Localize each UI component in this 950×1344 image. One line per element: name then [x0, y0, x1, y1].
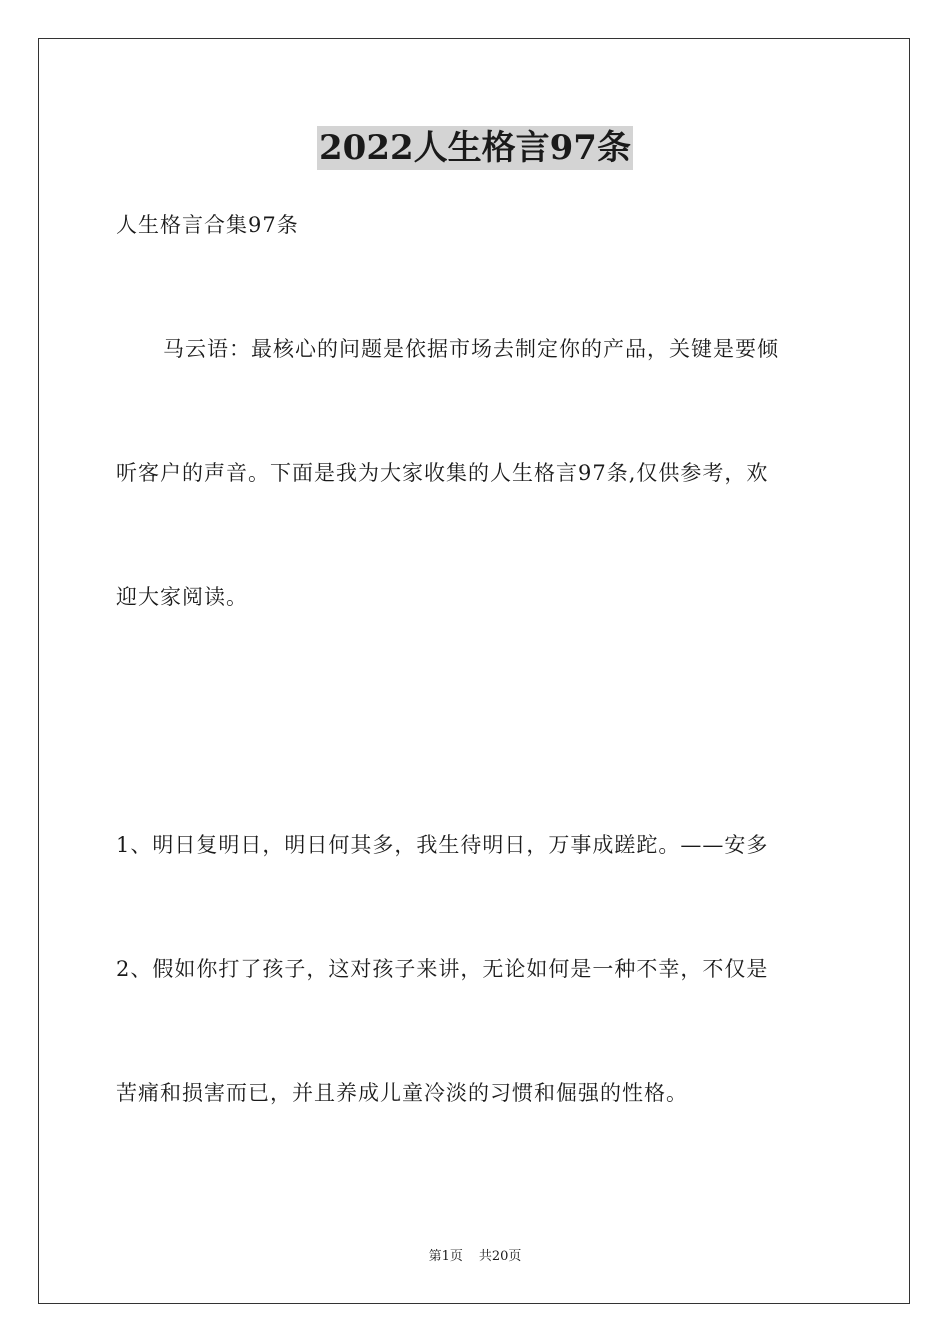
page-number: 第1页	[428, 1249, 463, 1264]
quote-item-1: 1、明日复明日，明日何其多，我生待明日，万事成蹉跎。——安多	[116, 833, 769, 857]
paragraph-line: 马云语：最核心的问题是依据市场去制定你的产品，关键是要倾	[163, 337, 779, 361]
title-container	[0, 126, 950, 170]
paragraph-line: 听客户的声音。下面是我为大家收集的人生格言97条,仅供参考，欢	[116, 461, 769, 485]
page-footer	[0, 1248, 950, 1266]
document-subtitle: 人生格言合集97条	[116, 213, 299, 237]
page-total: 共20页	[478, 1249, 522, 1264]
quote-item-2-continued: 苦痛和损害而已，并且养成儿童冷淡的习惯和倔强的性格。	[116, 1081, 688, 1105]
paragraph-line: 迎大家阅读。	[116, 585, 248, 609]
document-title: 2022人生格言97条	[319, 128, 631, 168]
quote-item-2: 2、假如你打了孩子，这对孩子来讲，无论如何是一种不幸，不仅是	[116, 957, 769, 981]
